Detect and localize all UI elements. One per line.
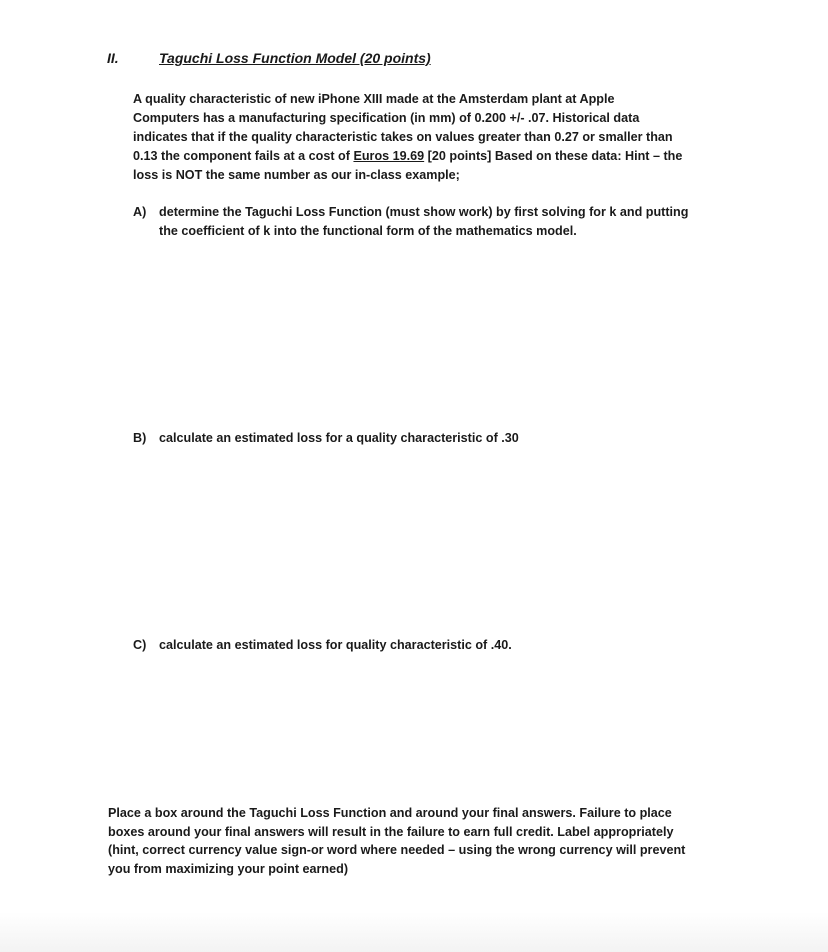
question-line: the coefficient of k into the functional form of the mathematics model.	[159, 224, 577, 238]
cost-suffix: [20 points] Based on these data: Hint – the	[424, 149, 683, 163]
problem-statement	[133, 90, 733, 185]
question-label: A)	[133, 205, 147, 219]
answer-space-c	[133, 662, 733, 792]
question-label: B)	[133, 431, 147, 445]
problem-line: A quality characteristic of new iPhone XIII made at the Amsterdam plant at Apple	[133, 92, 615, 106]
question-text	[159, 429, 739, 448]
section-title: Taguchi Loss Function Model (20 points)	[159, 50, 431, 66]
instructions-footer	[108, 804, 748, 878]
question-line: calculate an estimated loss for quality characteristic of .40.	[159, 638, 512, 652]
question-line: determine the Taguchi Loss Function (must show work) by first solving for k and putting	[159, 205, 689, 219]
question-text	[159, 203, 739, 241]
problem-line: loss is NOT the same number as our in-class example;	[133, 168, 460, 182]
instruction-line: Place a box around the Taguchi Loss Function and around your final answers. Failure to place	[108, 806, 672, 820]
instruction-line: boxes around your final answers will result in the failure to earn full credit. Label appropriately	[108, 824, 674, 839]
question-line: calculate an estimated loss for a quality characteristic of .30	[159, 431, 519, 445]
section-number: II.	[107, 50, 119, 66]
problem-line	[133, 147, 733, 166]
answer-space-a	[133, 245, 733, 415]
instruction-line: (hint, correct currency value sign-or word where needed – using the wrong currency will prevent	[108, 843, 686, 857]
question-label: C)	[133, 638, 147, 652]
answer-space-b	[133, 455, 733, 625]
problem-line: indicates that if the quality characteristic takes on values greater than 0.27 or smaller than	[133, 130, 673, 144]
problem-line: Computers has a manufacturing specification (in mm) of 0.200 +/- .07. Historical data	[133, 111, 640, 125]
cost-prefix: 0.13 the component fails at a cost of	[133, 149, 354, 163]
question-text	[159, 636, 739, 655]
page-bottom-shade	[0, 912, 828, 952]
failure-cost: Euros 19.69	[353, 149, 425, 163]
section-heading	[107, 50, 707, 70]
instruction-line: you from maximizing your point earned)	[108, 861, 349, 876]
